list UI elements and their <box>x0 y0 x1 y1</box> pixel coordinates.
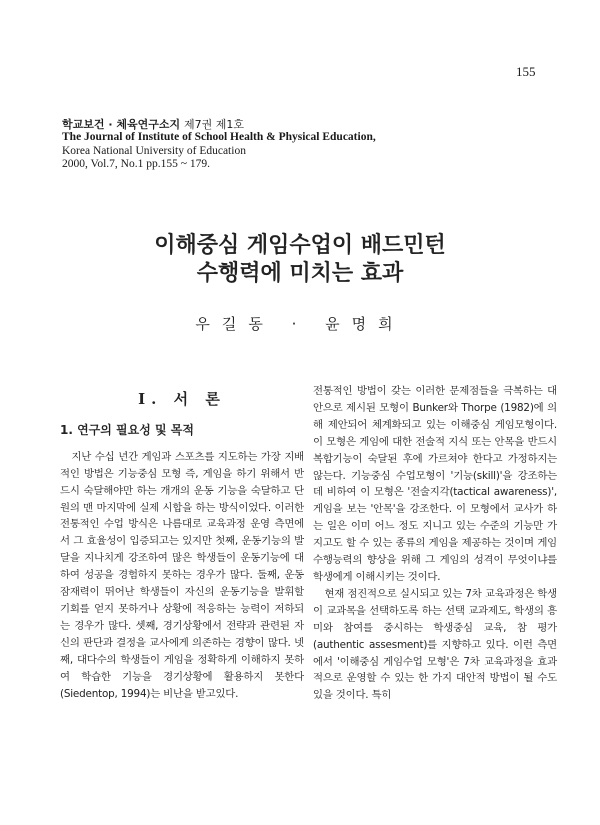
journal-header <box>62 118 542 171</box>
paper-title-line-1: 이해중심 게임수업이 배드민턴 <box>154 233 446 258</box>
subsection-heading: 1. 연구의 필요성 및 목적 <box>60 422 194 437</box>
right-paragraph-1: 전통적인 방법이 갖는 이러한 문제점들을 극복하는 대안으로 제시된 모형이 Bunker와 Thorpe (1982)에 의해 제안되어 체계화되고 있는 이해중심 게임모형이다. 이 모형은 게임에 대한 전술적 지식 또는 안목을 반드시 복합기능이 숙달된 후에 가르쳐야 한다고 가정하지는 않는다. 기능중심 수업모형이 '기능(skill)'을 강조하는 데 비하여 이 모형은 '전술지각(tactical awareness)', 게임을 보는 '안목'을 강조한다. 이 모형에서 교사가 하는 일은 이미 어느 정도 지니고 있는 수준의 기능만 가지고도 할 수 있는 종류의 게임을 제공하는 것이며 게임 수행능력의 향상을 위해 그 게임의 성격이 무엇이냐를 학생에게 이해시키는 것이다. <box>313 385 557 583</box>
page-number: 155 <box>516 64 536 79</box>
right-column <box>313 383 557 704</box>
paper-title-line-2: 수행력에 미치는 효과 <box>196 261 404 286</box>
journal-citation: 2000, Vol.7, No.1 pp.155 ~ 179. <box>62 157 210 170</box>
authors: 우길동 · 윤명희 <box>195 315 405 333</box>
journal-university: Korea National University of Education <box>62 144 246 157</box>
left-column <box>60 383 304 702</box>
section-heading: Ⅰ. 서 론 <box>138 390 226 408</box>
left-paragraph: 지난 수십 년간 게임과 스포츠를 지도하는 가장 지배적인 방법은 기능중심 모형 즉, 게임을 하기 위해서 반드시 숙달해야만 하는 개개의 운동 기능을 숙달하고 단원의 맨 마지막에 실제 시합을 하는 방식이었다. 이러한 전통적인 수업 방식은 나름대로 교육과정 운영 측면에서 그 효율성이 입증되고는 있지만 첫째, 운동기능의 발달을 지나치게 강조하여 많은 학생들이 운동기능에 대하여 성공을 경험하지 못하는 경우가 많다. 둘째, 운동 잠재력이 뛰어난 학생들이 자신의 운동기능을 발휘할 기회를 얻지 못하거나 상황에 적응하는 능력이 저하되는 경우가 많다. 셋째, 경기상황에서 전략과 관련된 자신의 판단과 결정을 교사에게 의존하는 경향이 많다. 넷째, 대다수의 학생들이 게임을 정확하게 이해하지 못하여 학습한 기능을 경기상황에 활용하지 못한다(Siedentop, 1994)는 비난을 받고있다. <box>60 450 304 700</box>
right-paragraph-2: 현재 점진적으로 실시되고 있는 7차 교육과정은 학생이 교과목을 선택하도록 하는 선택 교과제도, 학생의 흥미와 참여를 중시하는 학생중심 교육, 참 평가(authentic assesment)를 지향하고 있다. 이런 측면에서 '이해중심 게임수업 모형'은 7차 교육과정을 효과적으로 운영할 수 있는 한 가지 대안적 방법이 될 수도 있을 것이다. 특히 <box>313 587 557 702</box>
journal-korean-volume: 제7권 제1호 <box>183 118 244 131</box>
paper-title <box>0 232 600 288</box>
journal-korean-name: 학교보건 · 체육연구소지 <box>62 118 181 131</box>
journal-english-name: The Journal of Institute of School Health & Physical Education, <box>62 131 376 144</box>
journal-korean-line <box>62 118 542 131</box>
